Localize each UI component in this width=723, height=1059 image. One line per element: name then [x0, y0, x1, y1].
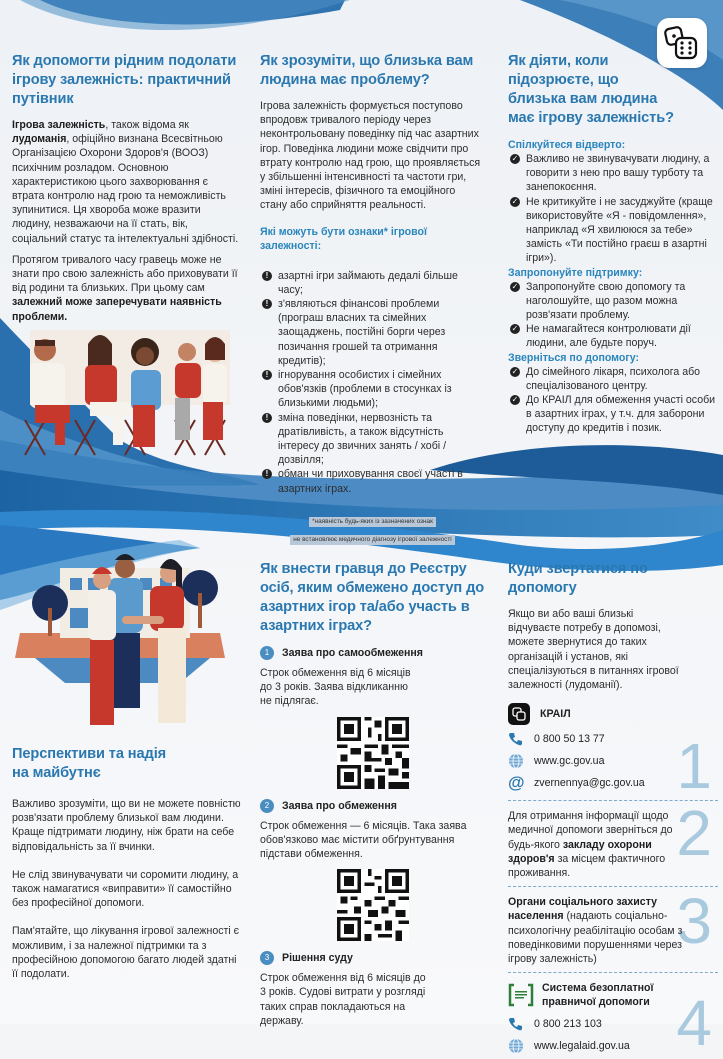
hope-paragraph: Важливо зрозуміти, що ви не можете повністю розв'язати проблему близької вам людини. Краще підтримати людину, ніж брати на себе відповідальність за її вчинки. — [12, 798, 241, 853]
support-list — [508, 280, 718, 351]
step-label: Рішення суду — [282, 952, 353, 965]
check-icon — [510, 324, 520, 334]
panel-intro — [12, 52, 242, 324]
sign-item: ! зміна поведінки, нервозність та дратівливість, а також відсутність інтересу до звичних занять / хобі / дозвілля; — [260, 411, 485, 468]
panel-recognize-title: Як зрозуміти, що близька вам людина має проблему? — [260, 53, 474, 88]
panel-registry — [260, 560, 485, 1028]
step-1 — [260, 646, 485, 660]
org-website[interactable]: www.gc.gov.ua — [534, 755, 605, 768]
panel-hope-title: Перспективи та надія на майбутнє — [12, 746, 167, 781]
panel-where-to-go — [508, 560, 718, 1057]
org-name: КРАІЛ — [540, 708, 571, 721]
recognize-intro: Ігрова залежність формується поступово впродовж тривалого періоду через неконтрольовану поведінку під час азартних ігор. Поведінка людини може свідчити про втрату контролю над грою, що проявляється у збільшенні інтенсивності та частоти гри, зміні інтересів, фізичного та емоційного стану або сприйняття реальності. — [260, 100, 481, 212]
org-website[interactable]: www.legalaid.gov.ua — [534, 1040, 630, 1053]
exclamation-icon — [262, 370, 272, 380]
talk-list — [508, 152, 718, 266]
signs-heading: Які можуть бути ознаки* ігрової залежності: — [260, 225, 427, 252]
qr-code-self-restriction[interactable] — [337, 717, 409, 789]
group-heading-talk: Спілкуйтеся відверто: — [508, 139, 626, 151]
panel-actions-title: Як діяти, коли підозрюєте, що близька вам людина має ігрову залежність? — [508, 53, 674, 126]
check-icon — [510, 367, 520, 377]
step-label: Заява про обмеження — [282, 799, 397, 812]
step-description: Строк обмеження — 6 місяців. Така заява обов'язково має містити обґрунтування підстави обмеження. — [260, 819, 467, 861]
intro-paragraph-1: Ігрова залежність, також відома як лудоманія, офіційно визнана Всесвітньою Організацією Охорони Здоров'я (ВООЗ) психічним розладом. Основною характеристикою цього захворювання є втрата контролю над грою та неможливість зупинитися. Ця хвороба може вразити людину, незважаючи на її стать, вік, соціальний статус та інтелектуальні здібності. — [12, 119, 239, 245]
check-icon — [510, 282, 520, 292]
org-email[interactable]: zvernennya@gc.gov.ua — [534, 777, 645, 790]
legal-aid-logo-icon — [508, 983, 534, 1007]
panel-hope — [12, 745, 242, 981]
intro-paragraph-2: Протягом тривалого часу гравець може не знати про свою залежність або приховувати її від родини та близьких. При цьому сам залежний може заперечувати наявність проблеми. — [12, 253, 238, 323]
org-name: Система безоплатної правничої допомоги — [542, 982, 654, 1009]
hope-paragraph: Пам'ятайте, що лікування ігрової залежності є можливим, і за належної підтримки та з професійною допомогою багато людей здатні її подолати. — [12, 925, 240, 981]
phone-icon — [508, 1016, 524, 1032]
org-number: 1 — [676, 730, 712, 803]
exclamation-icon — [262, 413, 272, 423]
help-list — [508, 365, 718, 436]
group-heading-support: Запропонуйте підтримку: — [508, 266, 643, 279]
dice-icon — [657, 18, 707, 68]
footnote: *наявність будь-яких із зазначених ознак не встановлює медичного діагнозу ігрової залежності — [260, 510, 485, 546]
panel-registry-title: Як внести гравця до Реєстру осіб, яким обмежено доступ до азартних ігор та/або участь в азартних іграх? — [260, 561, 485, 634]
divider — [508, 972, 718, 973]
org-number: 2 — [676, 797, 712, 870]
panel-where-title: Куди звертатися по допомогу — [508, 561, 648, 596]
check-icon — [510, 395, 520, 405]
where-intro: Якщо ви або ваші близькі відчуваєте потребу в допомозі, можете звернутися до таких організацій і установ, які спеціалізуються в питаннях ігрової залежності (лудоманії). — [508, 608, 679, 692]
krail-logo-icon — [508, 703, 530, 725]
sign-item: ! з'являються фінансові проблеми (програш власних та сімейних заощаджень, постійні борги через позичання грошей та отримання кредитів); — [260, 297, 485, 368]
step-description: Строк обмеження від 6 місяців до 3 років. Заява відкликанню не підлягає. — [260, 667, 411, 708]
org-social-protection: 3 Органи соціального захисту населення (надають соціально-психологічну реабілітацію особам з поведінковими порушеннями через ігрову залежність) — [508, 885, 712, 966]
sign-item: ! ігнорування особистих і сімейних обов'язків (проблеми в стосунках із близькими людьми); — [260, 368, 485, 411]
phone-icon — [508, 731, 524, 747]
exclamation-icon — [262, 271, 272, 281]
check-icon — [510, 197, 520, 207]
advice-item: ✓ Не критикуйте і не засуджуйте (краще використовуйте «Я - повідомлення», наприклад «Я хвилююся за тебе» замість «Ти постійно граєш в азартні ігри»). — [508, 195, 718, 266]
step-number-badge: 1 — [260, 646, 274, 660]
advice-item: ✓ До КРАІЛ для обмеження участі особи в азартних іграх, у т.ч. для заборони доступу до кредитів і позик. — [508, 393, 718, 436]
sign-item: ! азартні ігри займають дедалі більше часу; — [260, 269, 485, 297]
step-2 — [260, 799, 485, 813]
advice-item: ✓ Важливо не звинувачувати людину, а говорити з нею про вашу турботу та занепокоєння. — [508, 152, 718, 195]
family-reunion-illustration — [10, 548, 235, 733]
exclamation-icon — [262, 299, 272, 309]
check-icon — [510, 154, 520, 164]
org-legal-aid — [508, 981, 718, 1057]
group-support-illustration — [15, 330, 230, 455]
globe-icon — [508, 1038, 524, 1054]
globe-icon — [508, 753, 524, 769]
panel-intro-title: Як допомогти рідним подолати ігрову залежність: практичний путівник — [12, 53, 237, 107]
exclamation-icon — [262, 469, 272, 479]
panel-recognize — [260, 52, 485, 546]
signs-list — [260, 269, 485, 496]
advice-item: ✓ Запропонуйте свою допомогу та наголошуйте, що разом можна розв'язати проблему. — [508, 280, 718, 323]
org-phone[interactable]: 0 800 50 13 77 — [534, 733, 605, 746]
panel-actions — [508, 52, 718, 436]
org-phone[interactable]: 0 800 213 103 — [534, 1018, 602, 1031]
step-label: Заява про самообмеження — [282, 647, 423, 659]
step-number-badge: 3 — [260, 951, 274, 965]
group-heading-help: Зверніться по допомогу: — [508, 351, 640, 364]
org-number: 3 — [676, 885, 712, 958]
advice-item: ✓ До сімейного лікаря, психолога або спеціалізованого центру. — [508, 365, 718, 393]
org-number: 4 — [676, 987, 712, 1059]
org-healthcare: 2 Для отримання інформації щодо медичної допомоги зверніться до будь-якого закладу охорони здоров'я за місцем фактичного проживання. — [508, 797, 712, 880]
org-krail — [508, 700, 718, 803]
step-number-badge: 2 — [260, 799, 274, 813]
sign-item: ! обман чи приховування своєї участі в азартних іграх. — [260, 467, 485, 495]
at-sign-icon: @ — [508, 773, 525, 793]
step-description: Строк обмеження від 6 місяців до 3 років. Судові витрати у розгляді таких справ покладаються на державу. — [260, 972, 426, 1027]
qr-code-restriction[interactable] — [337, 869, 409, 941]
step-3 — [260, 951, 485, 965]
advice-item: ✓ Не намагайтеся контролювати дії людини, але будьте поруч. — [508, 322, 718, 350]
hope-paragraph: Не слід звинувачувати чи соромити людину, а також намагатися «виправити» її самостійно без професійної допомоги. — [12, 868, 239, 910]
